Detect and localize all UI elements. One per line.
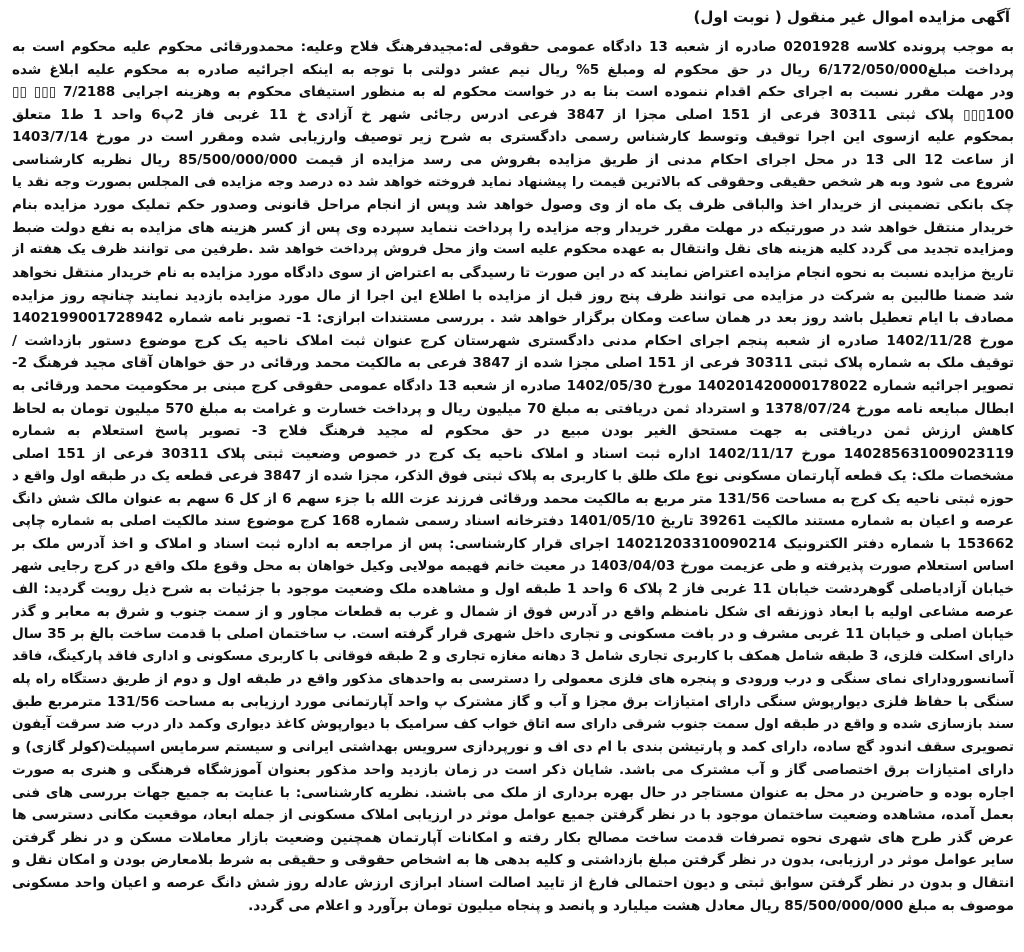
notice-title: آگهی مزایده اموال غیر منقول ( نوبت اول) [693, 8, 1010, 26]
notice-line: موصوف به مبلغ 85/500/000/000 ریال معادل هشت میلیارد و پانصد و پنجاه میلیون تومان برآورد و اعلام می گردد. [248, 897, 1014, 914]
notice-line: شروع می شود وبه هر شخص حقیقی وحقوقی که بالاترین قیمت را پیشنهاد نماید فروخته خواهد شد ده درصد وجه مزایده فی المجلس بصورت وجه نقد یا [12, 174, 1014, 190]
notice-line: چک بانکی تضمینی از خریدار اخذ والباقی ظرف یک ماه از وی وصول خواهد شد وپس از انجام مراحل قانونی وصدور حکم تملیک مورد مزایده بنام [12, 197, 1014, 214]
notice-line: ومزایده تجدید می گردد کلیه هزینه های نقل وانتقال به عهده محکوم علیه است واز محل فروش پرداخت خواهد شد .طرفین می توانند ظرف یک هفته از [12, 242, 1014, 258]
notice-line: عرصه و اعیان به شماره مستند مالکیت 39261 تاریخ 1401/05/10 دفترخانه اسناد رسمی شماره 168 کرج موضوع سند مالکیت اصلی به شماره چاپی [12, 513, 1014, 530]
notice-line: آسانسورودارای نمای سنگی و درب ورودی و پنجره های فلزی معمولی را دسترسی به واحدهای مذکور واقع در طبقه اول و دوم از طریق دستگاه راه پله [12, 671, 1014, 687]
notice-line: تصویری سقف اندود گچ ساده، دارای کمد و پارتیشن بندی با ام دی اف و نورپردازی سرویس بهداشتی ایرانی و سیستم سرمایس اسپیلت(کولر گازی) و [12, 739, 1014, 756]
notice-line: سند بازسازی شده و واقع در طبقه اول سمت جنوب شرقی دارای سه اتاق خواب کف سرامیک با دیوارپوش کاغذ دیواری وکمد دار درب ضد سرقت آیفون [12, 716, 1014, 732]
notice-line: تاریخ مزایده نسبت به نحوه انجام مزایده اعتراض نمایند که در این صورت تا رسیدگی به اعتراض از سوی دادگاه مورد مزایده به نام خریدار منتقل نخواهد [12, 264, 1014, 281]
notice-line: ابطال مبایعه نامه مورخ 1378/07/24 و استرداد ثمن دریافتی به مبلغ 70 میلیون ریال و پرداخت خسارت و غرامت به مبلغ 570 میلیون تومان به لحاظ [12, 400, 1014, 417]
notice-line: تصویر اجرائیه شماره 140201420000178022 مورخ 1402/05/30 صادره از شعبه 13 دادگاه عمومی حقوقی کرج مبنی بر محکومیت محمد ورقائی به [12, 377, 1014, 394]
notice-line: دارای امتیازات برق اختصاصی گاز و آب مشترک می باشد. شایان ذکر است در زمان بازدید واحد مذکور بعنوان آموزشگاه فرهنگی و هنری به صورت [12, 762, 1014, 778]
notice-line: 140285631009023119 مورخ 1402/11/17 اداره ثبت اسناد و املاک ناحیه یک کرج در خصوص وضعیت ثبتی پلاک 30311 فرعی از 151 اصلی [12, 445, 1014, 462]
notice-line: پرداخت مبلغ6/172/050/000 ریال در حق محکوم له ومبلغ 5% ریال نیم عشر دولتی با توجه به اینکه اجرائیه صادره به محکوم علیه ابلاغ شده [12, 61, 1014, 78]
notice-line: بمحکوم علیه ازسوی این اجرا توقیف وتوسط کارشناس رسمی دادگستری به شرح زیر توصیف وارزیابی شده ومقرر است در مورخ 1403/7/14 [12, 129, 1014, 146]
notice-line: توقیف ملک به شماره پلاک ثبتی 30311 فرعی از 151 اصلی مجزا شده از 3847 فرعی به مالکیت محمد ورقائی در حق خواهان آقای مجید فرهنگ 2- [12, 355, 1014, 372]
notice-line: خریدار منتقل خواهد شد در صورتیکه در مهلت مقرر خریدار وجه مزایده را پرداخت ننماید سپرده وی پس از کسر هزینه های مزایده به نفع دولت ضبط [12, 219, 1014, 236]
notice-line: حوزه ثبتی ناحیه یک کرج به مساحت 131/56 متر مربع به مالکیت محمد ورقائی فرزند عزت الله با جزء سهم 6 از کل 6 سهم به عنوان مالک شش دانگ [12, 490, 1014, 507]
notice-line: 100▯▯▯ پلاک ثبتی 30311 فرعی از 151 اصلی مجزا از 3847 فرعی ادرس رجائی شهر خ آزادی خ 11 غربی فاز 2پ6 واحد 1 ط1 متعلق [12, 106, 1014, 123]
notice-line: عرصه مشاعی اولیه با ابعاد ذوزنقه ای شکل نامنظم واقع در آدرس فوق از شمال و غرب به قطعات مجاور و از سمت جنوب و شرق به معابر و گذر [12, 603, 1014, 620]
notice-line: 153662 با شماره دفتر الکترونیک 14021203310090214 اجرای قرار کارشناسی: پس از مراجعه به اداره ثبت اسناد و املاک و اخذ آدرس ملک بر [12, 536, 1014, 553]
notice-line: بعمل آمده، مشاهده وضعیت ساختمان موجود با در نظر گرفتن جمیع عوامل موثر در ارزیابی املاک مسکونی از جمله ابعاد، موقعیت مکانی دسترسی ها [12, 807, 1014, 824]
notice-line: اساس استعلام صورت پذیرفته و طی عزیمت مورخ 1403/04/03 در معیت خانم فهیمه مولایی وکیل خواهان به محل وقوع ملک واقع در کرج رجایی شهر [12, 558, 1014, 574]
notice-line: ودر مهلت مقرر نسبت به اجرای حکم اقدام ننموده است بنا به در خواست محکوم له به منظور استیفای محکوم به وهزینه اجرایی 7/2188 ▯▯▯ ▯▯ [12, 84, 1014, 101]
notice-line: مشخصات ملک: یک قطعه آپارتمان مسکونی نوع ملک طلق با کاربری به پلاک ثبتی فوق الذکر، مجزا شده از 3847 فرعی قطعه یک در طبقه اول واقع د [12, 468, 1014, 485]
notice-line: مورخ 1402/11/28 صادره از شعبه پنجم اجرای احکام مدنی دادگستری شهرستان کرج عنوان ثبت املاک ناحیه یک کرج موضوع دستور بازداشت / [12, 332, 1014, 349]
notice-line: عرض گذر طرح های شهری نحوه تصرفات قدمت ساخت مصالح بکار رفته و امکانات آپارتمان همچنین وضعیت بازار معاملات مسکن و در نظر گرفتن [12, 829, 1014, 846]
notice-line: خیابان آزادیاصلی گوهردشت خیابان 11 غربی فاز 2 پلاک 6 واحد 1 طبقه اول و مشاهده ملک وضعیت موجود با جزئیات به شرح ذیل رویت گردید: الف [12, 581, 1014, 598]
notice-line: مصادف با ایام تعطیل باشد روز بعد در همان ساعت ومکان برگزار خواهد شد . بررسی مستندات ابرازی: 1- تصویر نامه شماره 1402199001728942 [12, 310, 1014, 327]
notice-line: خیابان اصلی و خیابان 11 غربی مشرف و در بافت مسکونی و تجاری داخل شهری قرار گرفته است. ب ساختمان اصلی با قدمت ساخت بالغ بر 35 سال [12, 626, 1014, 643]
notice-line: شد ضمنا طالبین به شرکت در مزایده می توانند ظرف پنج روز قبل از مزایده با اطلاع این اجرا از مال مورد مزایده بازدید نمایند چنانچه روز مزایده [12, 287, 1014, 304]
notice-line: کاهش ارزش ثمن دریافتی به جهت مستحق الغیر بودن مبیع در حق محکوم له مجید فرهنگ فلاح 3- تصویر پاسخ استعلام به شماره [12, 423, 1014, 440]
notice-line: سایر عوامل موثر در ارزیابی، بدون در نظر گرفتن مبلغ بازداشتی و کلیه بدهی ها به اشخاص حقوقی و حقیقی به شرط بلامعارض بودن و امکان نقل و [12, 852, 1014, 869]
notice-line: به موجب پرونده کلاسه 0201928 صادره از شعبه 13 دادگاه عمومی حقوقی له:مجیدفرهنگ فلاح وعلیه: محمدورقائی محکوم علیه محکوم است به [12, 39, 1014, 55]
notice-line: اجاره بوده و حاضرین در محل به عنوان مستاجر در حال بهره برداری از ملک می باشند. نظریه کارشناسی: با عنایت به جمیع جهات بررسی های فنی [12, 784, 1014, 801]
notice-line: از ساعت 12 الی 13 در محل اجرای احکام مدنی از طریق مزایده بفروش می رسد مزایده از قیمت 85/500/000/000 ریال نظریه کارشناسی [12, 151, 1014, 168]
notice-line: انتقال و بدون در نظر گرفتن سوابق ثبتی و دیون احتمالی فارغ از تایید اصالت اسناد ابرازی ارزش عادله روز شش دانگ عرصه و اعیان واحد مسکونی [12, 874, 1014, 891]
notice-line: دارای اسکلت فلزی، 3 طبقه شامل همکف با کاربری تجاری شامل 3 دهانه مغازه تجاری و 2 طبقه فوقانی با کاربری مسکونی و اداری فاقد پارکینگ، فاقد [12, 649, 1014, 665]
notice-body [12, 36, 1014, 917]
notice-line: سنگی با حفاظ فلزی دیوارپوش سنگی دارای امتیازات برق مجزا و آب و گاز مشترک پ واحد آپارتمانی مورد ارزیابی به مساحت 131/56 مترمربع طبق [12, 694, 1014, 711]
